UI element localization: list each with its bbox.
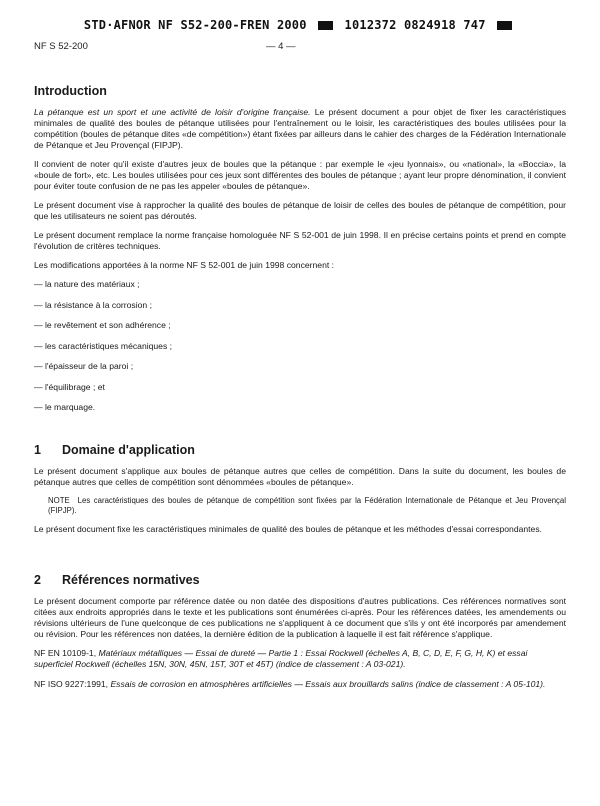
- list-item: — la résistance à la corrosion ;: [34, 299, 152, 310]
- list-item: — la nature des matériaux ;: [34, 279, 140, 289]
- list-item: — l'équilibrage ; et: [34, 381, 105, 392]
- reference-item: [34, 648, 566, 670]
- list-item: — le marquage.: [34, 402, 96, 412]
- intro-paragraph-3: Le présent document vise à rapprocher la qualité des boules de pétanque de loisir de celles des boules de pétanque de compétition, pour que les utilisateurs ne soient pas déroutés.: [34, 200, 566, 221]
- section-1-note: [48, 496, 566, 516]
- stamp-left-text: STD·AFNOR NF S52-200-FREN 2000: [83, 18, 307, 32]
- section-title: Domaine d'application: [62, 443, 195, 457]
- reference-title: Matériaux métalliques — Essai de dureté — Partie 1 : Essai Rockwell (échelles A, B, C, D, E, F, G, H, K) et essai superficiel Rockwell (échelles 15N, 30N, 45N, 15T, 30T et 45T) (indice de classement : A 03-021).: [34, 648, 528, 669]
- section-1-heading: [34, 443, 566, 457]
- stamp-bar-mark: [318, 21, 333, 30]
- intro-heading: Introduction: [34, 84, 107, 98]
- section-1-paragraph-2: Le présent document fixe les caractéristiques minimales de qualité des boules de pétanque et les méthodes d'essai correspondantes.: [34, 524, 543, 534]
- stamp-bar-mark: [497, 21, 512, 30]
- reference-title: Essais de corrosion en atmosphères artificielles — Essais aux brouillards salins (indice de classement : A 05-101).: [110, 679, 546, 689]
- stamp-right-text: 1012372 0824918 747: [344, 18, 486, 32]
- section-2-heading: [34, 573, 566, 587]
- modifications-list: [34, 279, 566, 413]
- note-text: Les caractéristiques des boules de pétanque de compétition sont fixées par la Fédération Internationale de Pétanque et Jeu Provençal (FIPJP).: [48, 496, 566, 515]
- page-number: — 4 —: [266, 41, 296, 52]
- document-stamp: [0, 18, 600, 32]
- intro-paragraph-4: Le présent document remplace la norme française homologuée NF S 52-001 de juin 1998. Il en précise certains points et prend en compte l'évolution de critères techniques.: [34, 230, 566, 251]
- section-2-paragraph-1: Le présent document comporte par référence datée ou non datée des dispositions d'autres publications. Ces références normatives sont citées aux endroits appropriés dans le texte et les publications sont énumérées ci-après. Pour les références datées, les amendements ou révisions ultérieurs de l'une quelconque de ces publications ne s'appliquent à ce document que s'ils y ont été incorporés par amendement ou révision. Pour les références non datées, la dernière édition de la publication à laquelle il est fait référence s'applique.: [34, 596, 566, 639]
- section-1-paragraph-1: Le présent document s'applique aux boules de pétanque autres que celles de compétition. Dans la suite du document, les boules de pétanque autres que celles de compétition sont dénommées «boules de pétanque».: [34, 466, 566, 487]
- section-title: Références normatives: [62, 573, 200, 587]
- reference-code: NF EN 10109-1,: [34, 648, 97, 658]
- intro-paragraph-2: Il convient de noter qu'il existe d'autres jeux de boules que la pétanque : par exemple le «jeu lyonnais», ou «national», la «Boccia», la «boule de fort», etc. Les boules utilisées pour ces jeux sont différentes des boules de pétanque ; ayant leur propre dénomination, il convient pour éviter toute confusion de ne pas les appeler «boules de pétanque».: [34, 159, 566, 191]
- section-number: 2: [34, 573, 41, 587]
- intro-paragraph-1: [34, 107, 566, 151]
- intro-paragraph-5: Les modifications apportées à la norme NF S 52-001 de juin 1998 concernent :: [34, 260, 335, 270]
- document-body: [34, 84, 566, 699]
- reference-code: NF ISO 9227:1991,: [34, 679, 109, 689]
- list-item: — les caractéristiques mécaniques ;: [34, 340, 173, 351]
- list-item: — le revêtement et son adhérence ;: [34, 320, 171, 330]
- standard-reference: NF S 52-200: [34, 41, 88, 52]
- section-number: 1: [34, 443, 41, 457]
- intro-lead-rest: Le présent document a pour objet de fixer les caractéristiques minimales de qualité des boules de pétanque utilisées pour l'entraînement ou le loisir, les caractéristiques des boules utilisées pour la compétition (boules de pétanque dites «de compétition») étant fixées par ailleurs dans le cahier des charges de la Fédération Internationale de Pétanque et Jeu Provençal (FIPJP).: [34, 107, 566, 150]
- note-label: NOTE: [48, 496, 70, 505]
- intro-lead-italic: La pétanque est un sport et une activité de loisir d'origine française.: [34, 107, 311, 117]
- reference-item: [34, 679, 566, 690]
- list-item: — l'épaisseur de la paroi ;: [34, 361, 134, 371]
